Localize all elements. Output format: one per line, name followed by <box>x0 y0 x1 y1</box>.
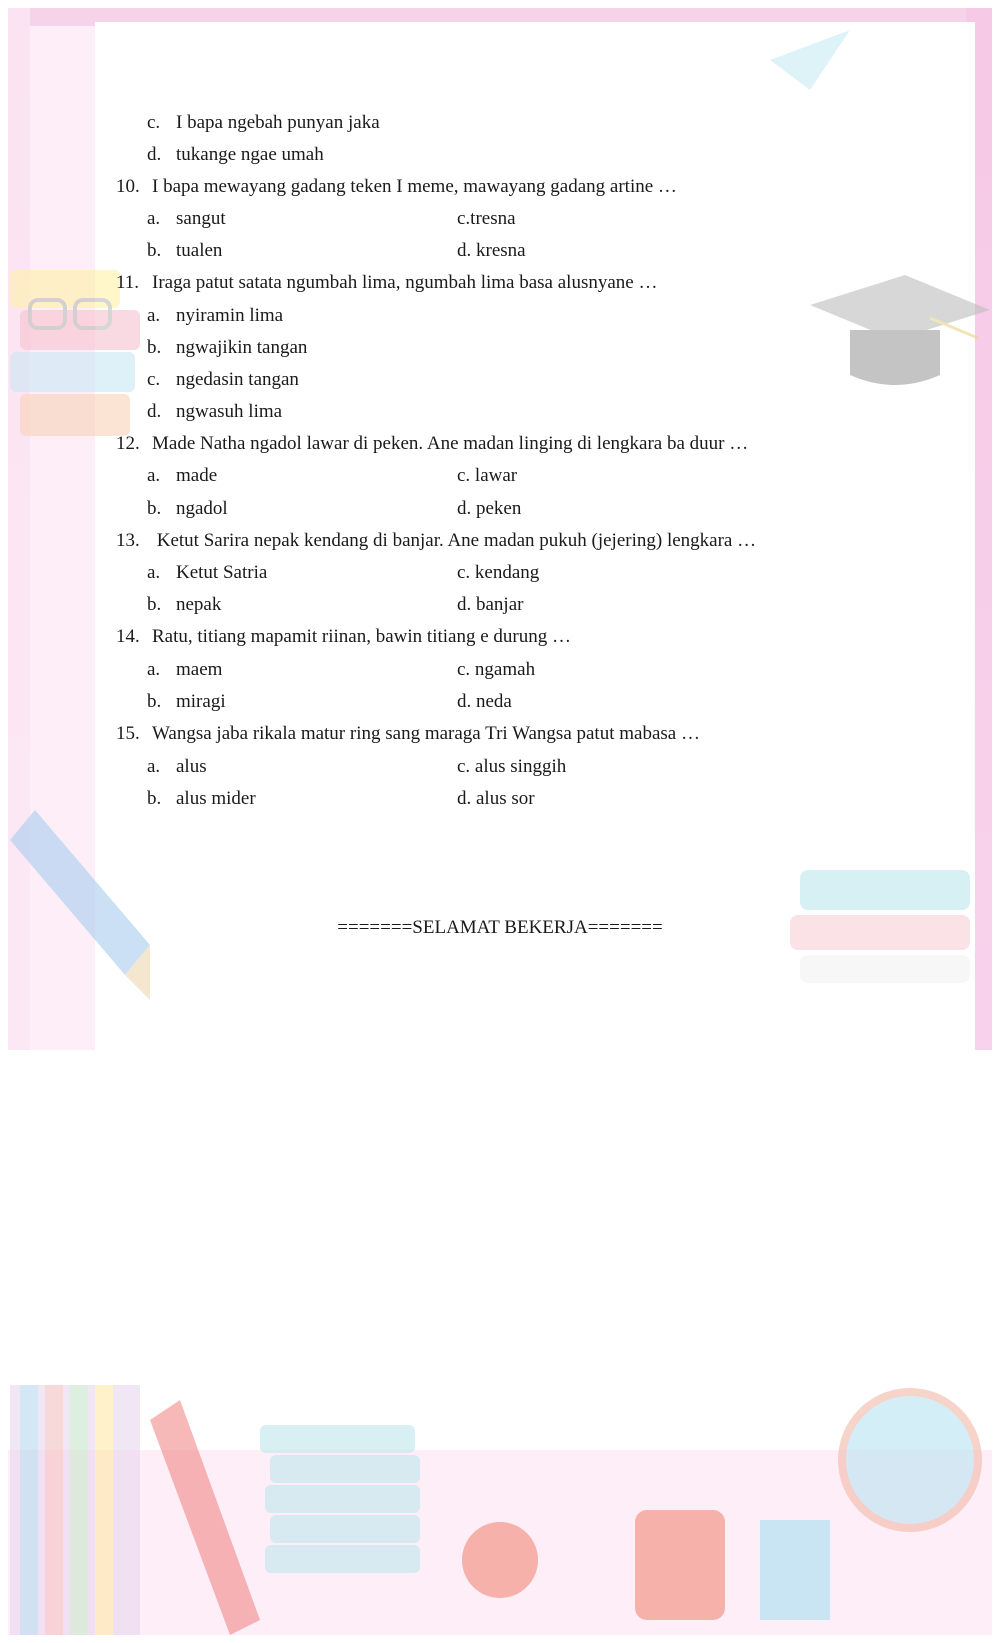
globe-icon <box>842 1392 978 1528</box>
option-b: b. ngwajikin tangan <box>147 337 308 358</box>
option-a: a. maem <box>147 659 223 680</box>
option-d: d. kresna <box>457 240 526 261</box>
option-d: d. banjar <box>457 594 524 615</box>
closing-message: =======SELAMAT BEKERJA======= <box>337 917 663 938</box>
option-a: a. made <box>147 465 218 486</box>
pencil-cup-icon <box>760 1520 830 1620</box>
option-a: a. Ketut Satria <box>147 562 268 583</box>
option-b: b. alus mider <box>147 788 256 809</box>
option-b: b. nepak <box>147 594 222 615</box>
option-c: c. kendang <box>457 562 540 583</box>
bookshelf-icon <box>10 1385 140 1635</box>
option-d: d. alus sor <box>457 788 535 809</box>
option-c: c.tresna <box>457 208 516 229</box>
option-a: a. nyiramin lima <box>147 305 284 326</box>
option-b: b. miragi <box>147 691 226 712</box>
apple-icon <box>462 1522 538 1598</box>
option-a: a. sangut <box>147 208 226 229</box>
option-d: d. neda <box>457 691 512 712</box>
books-bottom-icon <box>260 1425 420 1573</box>
option-d: d. ngwasuh lima <box>147 401 283 422</box>
mug-icon <box>635 1510 725 1620</box>
option-a: a. alus <box>147 756 207 777</box>
option-d: d. peken <box>457 498 522 519</box>
red-pencil-icon <box>150 1400 260 1635</box>
option-b: b. tualen <box>147 240 223 261</box>
option-c: c. ngedasin tangan <box>147 369 299 390</box>
option-c: c. I bapa ngebah punyan jaka <box>147 112 380 133</box>
option-d: d. tukange ngae umah <box>147 144 324 165</box>
worksheet-content: c. I bapa ngebah punyan jaka d. tukange ngae umah 10. I bapa mewayang gadang teken I meme, mawayang gadang artine … a. sangut c.tresna b. tualen d. kresna 11. Iraga patut satata ngumbah lima, ngumbah lima basa alusnyane … a. nyiramin lima b. ngwajikin tangan c. ngedasin tangan d. ngwasuh lima 12. Made Natha ngadol lawar di peken. Ane madan linging di lengkara ba duur … a. made c. lawar b. ngadol d. peken 13. Ketut Sarira nepak kendang di banjar. Ane madan pukuh (jejering) lengkara … a. Ketut Satria c. kendang b. nepak d. banjar 14. Ratu, titiang mapamit riinan, bawin titiang e durung … a. maem c. ngamah b. miragi d. neda 15. Wangsa jaba rikala matur ring sang maraga Tri Wangsa patut mabasa … a. alus c. alus singgih b. alus mider d. alus sor =======SELAMAT BEKERJA======= <box>0 0 1000 1000</box>
option-c: c. ngamah <box>457 659 536 680</box>
option-b: b. ngadol <box>147 498 228 519</box>
option-c: c. lawar <box>457 465 518 486</box>
option-c: c. alus singgih <box>457 756 567 777</box>
